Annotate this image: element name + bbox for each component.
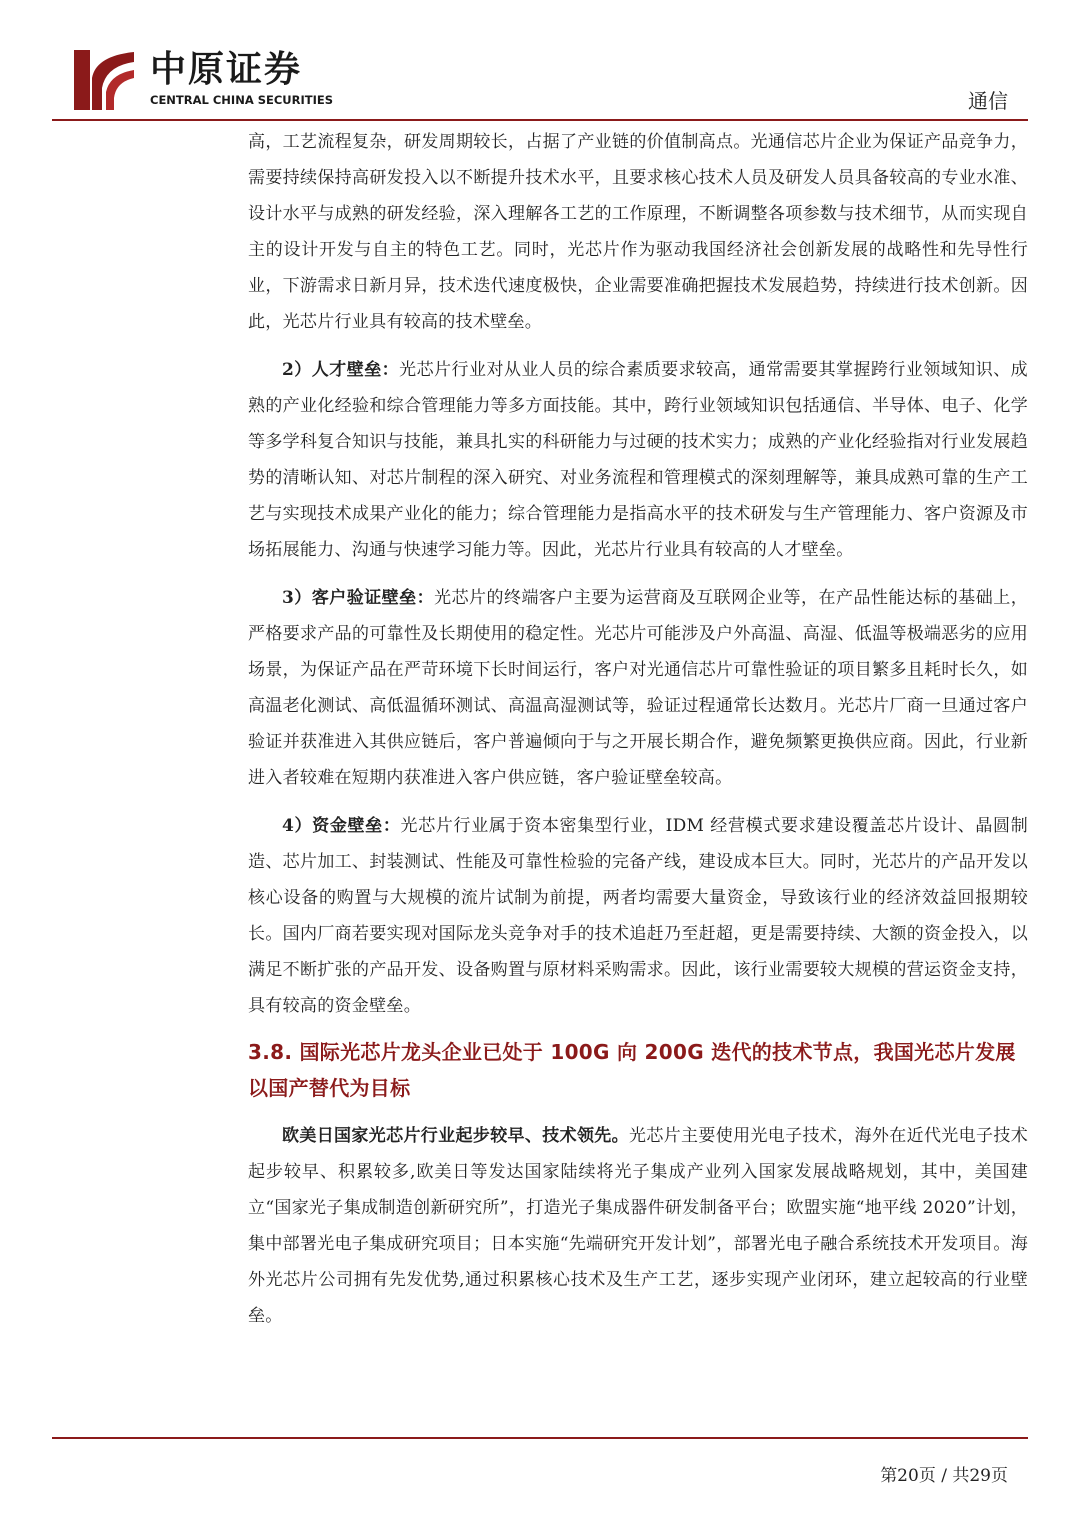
paragraph-text: 光芯片行业属于资本密集型行业，IDM 经营模式要求建设覆盖芯片设计、晶圆制造、芯片加工、封装测试、性能及可靠性检验的完备产线，建设成本巨大。同时，光芯片的产品开发以核心设备的购置与大规模的流片试制为前提，两者均需要大量资金，导致该行业的经济效益回报期较长。国内厂商若要实现对国际龙头竞争对手的技术追赶乃至赶超，更是需要持续、大额的资金投入，以满足不断扩张的产品开发、设备购置与原材料采购需求。因此，该行业需要较大规模的营运资金支持，具有较高的资金壁垒。 [248,816,1028,1016]
report-body [248,124,1028,1334]
section-heading: 3.8. 国际光芯片龙头企业已处于 100G 向 200G 迭代的技术节点，我国光芯片发展以国产替代为目标 [248,1040,1016,1100]
sector-label: 通信 [968,89,1008,113]
paragraph-capital-barrier [248,808,1028,1024]
paragraph-text: 光芯片行业对从业人员的综合素质要求较高，通常需要其掌握跨行业领域知识、成熟的产业化经验和综合管理能力等多方面技能。其中，跨行业领域知识包括通信、半导体、电子、化学等多学科复合知识与技能，兼具扎实的科研能力与过硬的技术实力；成熟的产业化经验指对行业发展趋势的清晰认知、对芯片制程的深入研究、对业务流程和管理模式的深刻理解等，兼具成熟可靠的生产工艺与实现技术成果产业化的能力；综合管理能力是指高水平的技术研发与生产管理能力、客户资源及市场拓展能力、沟通与快速学习能力等。因此，光芯片行业具有较高的人才壁垒。 [248,360,1028,560]
paragraph-text: 光芯片的终端客户主要为运营商及互联网企业等，在产品性能达标的基础上，严格要求产品的可靠性及长期使用的稳定性。光芯片可能涉及户外高温、高湿、低温等极端恶劣的应用场景，为保证产品在严苛环境下长时间运行，客户对光通信芯片可靠性验证的项目繁多且耗时长久，如高温老化测试、高低温循环测试、高温高湿测试等，验证过程通常长达数月。光芯片厂商一旦通过客户验证并获准进入其供应链后，客户普遍倾向于与之开展长期合作，避免频繁更换供应商。因此，行业新进入者较难在短期内获准进入客户供应链，客户验证壁垒较高。 [248,588,1029,788]
paragraph-customer-barrier [248,580,1028,796]
paragraph-talent-barrier [248,352,1028,568]
paragraph-text: 光芯片主要使用光电子技术，海外在近代光电子技术起步较早、积累较多,欧美日等发达国家陆续将光子集成产业列入国家发展战略规划，其中，美国建立“国家光子集成制造创新研究所”，打造光子集成器件研发制备平台；欧盟实施“地平线 2020”计划，集中部署光电子集成研究项目；日本实施“先端研究开发计划”，部署光电子融合系统技术开发项目。海外光芯片公司拥有先发优势,通过积累核心技术及生产工艺，逐步实现产业闭环，建立起较高的行业壁垒。 [248,1126,1028,1326]
brand-name-cn: 中原证券 [150,49,303,90]
paragraph-tech-barrier: 高，工艺流程复杂，研发周期较长，占据了产业链的价值制高点。光通信芯片企业为保证产品竞争力，需要持续保持高研发投入以不断提升技术水平，且要求核心技术人员及研发人员具备较高的专业水准、设计水平与成熟的研发经验，深入理解各工艺的工作原理，不断调整各项参数与技术细节，从而实现自主的设计开发与自主的特色工艺。同时，光芯片作为驱动我国经济社会创新发展的战略性和先导性行业，下游需求日新月异，技术迭代速度极快，企业需要准确把握技术发展趋势，持续进行技术创新。因此，光芯片行业具有较高的技术壁垒。 [248,132,1028,332]
footer-divider [52,1437,1028,1439]
paragraph-lead: 4）资金壁垒： [282,816,401,836]
brand-logo-icon [72,48,136,112]
brand-name-en: CENTRAL CHINA SECURITIES [150,93,334,107]
paragraph-lead: 2）人才壁垒： [282,360,400,380]
page-number: 第20页 / 共29页 [880,1466,1008,1486]
page-header [0,0,1080,130]
paragraph-lead: 3）客户验证壁垒： [282,588,435,608]
paragraph-overseas-lead [248,1118,1028,1334]
header-divider [52,119,1028,121]
paragraph-lead: 欧美日国家光芯片行业起步较早、技术领先。 [282,1126,629,1146]
